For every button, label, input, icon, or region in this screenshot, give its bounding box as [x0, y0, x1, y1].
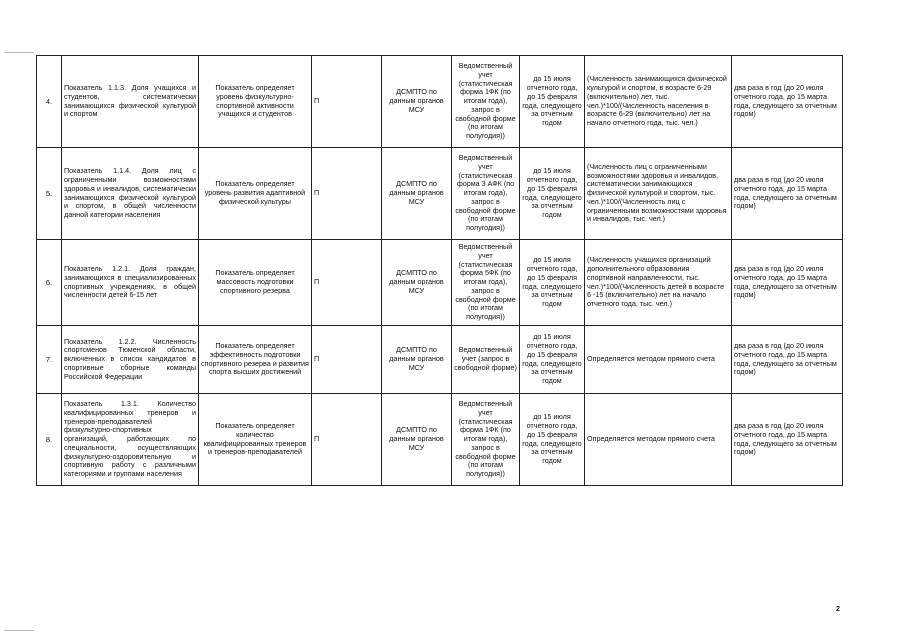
submission-deadline: до 15 июля отчетного года, до 15 февраля года, следующего за отчетным годом — [520, 240, 585, 326]
responsible-body: ДСМПТО по данным органов МСУ — [382, 56, 452, 148]
row-number: 8. — [37, 394, 62, 486]
responsible-body: ДСМПТО по данным органов МСУ — [382, 148, 452, 240]
responsible-body: ДСМПТО по данным органов МСУ — [382, 326, 452, 394]
calculation-formula: (Численность лиц с ограниченными возможностями здоровья и инвалидов, систематически занимающихся физической культурой и спортом, тыс. чел.)*100/(Численность лиц с ограниченными возможностями здоровья и инвалидов, тыс. чел.) — [585, 148, 732, 240]
responsible-body: ДСМПТО по данным органов МСУ — [382, 394, 452, 486]
reporting-frequency: два раза в год (до 20 июля отчетного года, до 15 марта года, следующего за отчетным годом) — [732, 394, 843, 486]
calculation-formula: (Численность занимающихся физической культурой и спортом, в возрасте 6-29 (включительно) лет, тыс. чел.)*100/(Численность населения в возрасте 6-29 (включительно) лет на начало отчетного года, тыс. чел.) — [585, 56, 732, 148]
submission-deadline: до 15 июля отчетного года, до 15 февраля года, следующего за отчетным годом — [520, 394, 585, 486]
indicator-name: Показатель 1.3.1. Количество квалифицированных тренеров и тренеров-преподавателей физкультурно-спортивных организаций, работающих по специальности, осуществляющих физкультурно-оздоровительную и спортивную работу с различными категориями и группами населения — [62, 394, 199, 486]
table-row — [37, 148, 843, 240]
periodicity-code: П — [312, 394, 382, 486]
row-number: 7. — [37, 326, 62, 394]
calculation-formula: Определяется методом прямого счета — [585, 326, 732, 394]
indicator-name: Показатель 1.2.1. Доля граждан, занимающихся в специализированных спортивных учреждениях, в общей численности детей 6-15 лет — [62, 240, 199, 326]
periodicity-code: П — [312, 56, 382, 148]
reporting-frequency: два раза в год (до 20 июля отчетного года, до 15 марта года, следующего за отчетным годом) — [732, 326, 843, 394]
submission-deadline: до 15 июля отчетного года, до 15 февраля года, следующего за отчетным годом — [520, 56, 585, 148]
reporting-frequency: два раза в год (до 20 июля отчетного года, до 15 марта года, следующего за отчетным годом) — [732, 56, 843, 148]
data-source: Ведомственный учет (статистическая форма 5ФК (по итогам года), запрос в свободной форме (по итогам полугодия)) — [452, 240, 520, 326]
table-row — [37, 56, 843, 148]
row-number: 5. — [37, 148, 62, 240]
indicator-definition: Показатель определяет количество квалифицированных тренеров и тренеров-преподавателей — [199, 394, 312, 486]
reporting-frequency: два раза в год (до 20 июля отчетного года, до 15 марта года, следующего за отчетным годом) — [732, 148, 843, 240]
indicator-definition: Показатель определяет эффективность подготовки спортивного резерва и развития спорта высших достижений — [199, 326, 312, 394]
calculation-formula: Определяется методом прямого счета — [585, 394, 732, 486]
indicator-definition: Показатель определяет массовость подготовки спортивного резерва — [199, 240, 312, 326]
page-number: 2 — [836, 606, 840, 613]
indicator-definition: Показатель определяет уровень развития адаптивной физической культуры — [199, 148, 312, 240]
submission-deadline: до 15 июля отчетного года, до 15 февраля года, следующего за отчетным годом — [520, 148, 585, 240]
indicator-name: Показатель 1.1.4. Доля лиц с ограниченными возможностями здоровья и инвалидов, систематически занимающихся физической культурой и спортом, в общей численности данной категории населения — [62, 148, 199, 240]
calculation-formula: (Численность учащихся организаций дополнительного образования спортивной направленности, тыс. чел.)*100/(Численность детей в возрасте 6 -15 (включительно) лет на начало отчетного года, тыс. чел.) — [585, 240, 732, 326]
periodicity-code: П — [312, 326, 382, 394]
indicators-table — [36, 55, 843, 486]
data-source: Ведомственный учет (статистическая форма 1ФК (по итогам года), запрос в свободной форме (по итогам полугодия)) — [452, 394, 520, 486]
table-row — [37, 326, 843, 394]
data-source: Ведомственный учет (статистическая форма 1ФК (по итогам года), запрос в свободной форме (по итогам полугодия)) — [452, 56, 520, 148]
responsible-body: ДСМПТО по данным органов МСУ — [382, 240, 452, 326]
indicator-name: Показатель 1.1.3. Доля учащихся и студентов, систематически занимающихся физической культурой и спортом — [62, 56, 199, 148]
table-row — [37, 394, 843, 486]
reporting-frequency: два раза в год (до 20 июля отчетного года, до 15 марта года, следующего за отчетным годом) — [732, 240, 843, 326]
indicator-name: Показатель 1.2.2. Численность спортсменов Тюменской области, включенных в список кандидатов в спортивные сборные команды Российской Федерации — [62, 326, 199, 394]
data-source: Ведомственный учет (запрос в свободной форме) — [452, 326, 520, 394]
periodicity-code: П — [312, 148, 382, 240]
data-source: Ведомственный учет (статистическая форма 3 АФК (по итогам года), запрос в свободной форме (по итогам полугодия)) — [452, 148, 520, 240]
row-number: 4. — [37, 56, 62, 148]
row-number: 6. — [37, 240, 62, 326]
submission-deadline: до 15 июля отчетного года, до 15 февраля года, следующего за отчетным годом — [520, 326, 585, 394]
indicator-definition: Показатель определяет уровень физкультурно-спортивной активности учащихся и студентов — [199, 56, 312, 148]
scan-artifact-line — [4, 52, 34, 53]
periodicity-code: П — [312, 240, 382, 326]
table-row — [37, 240, 843, 326]
scan-artifact-line — [4, 630, 34, 631]
